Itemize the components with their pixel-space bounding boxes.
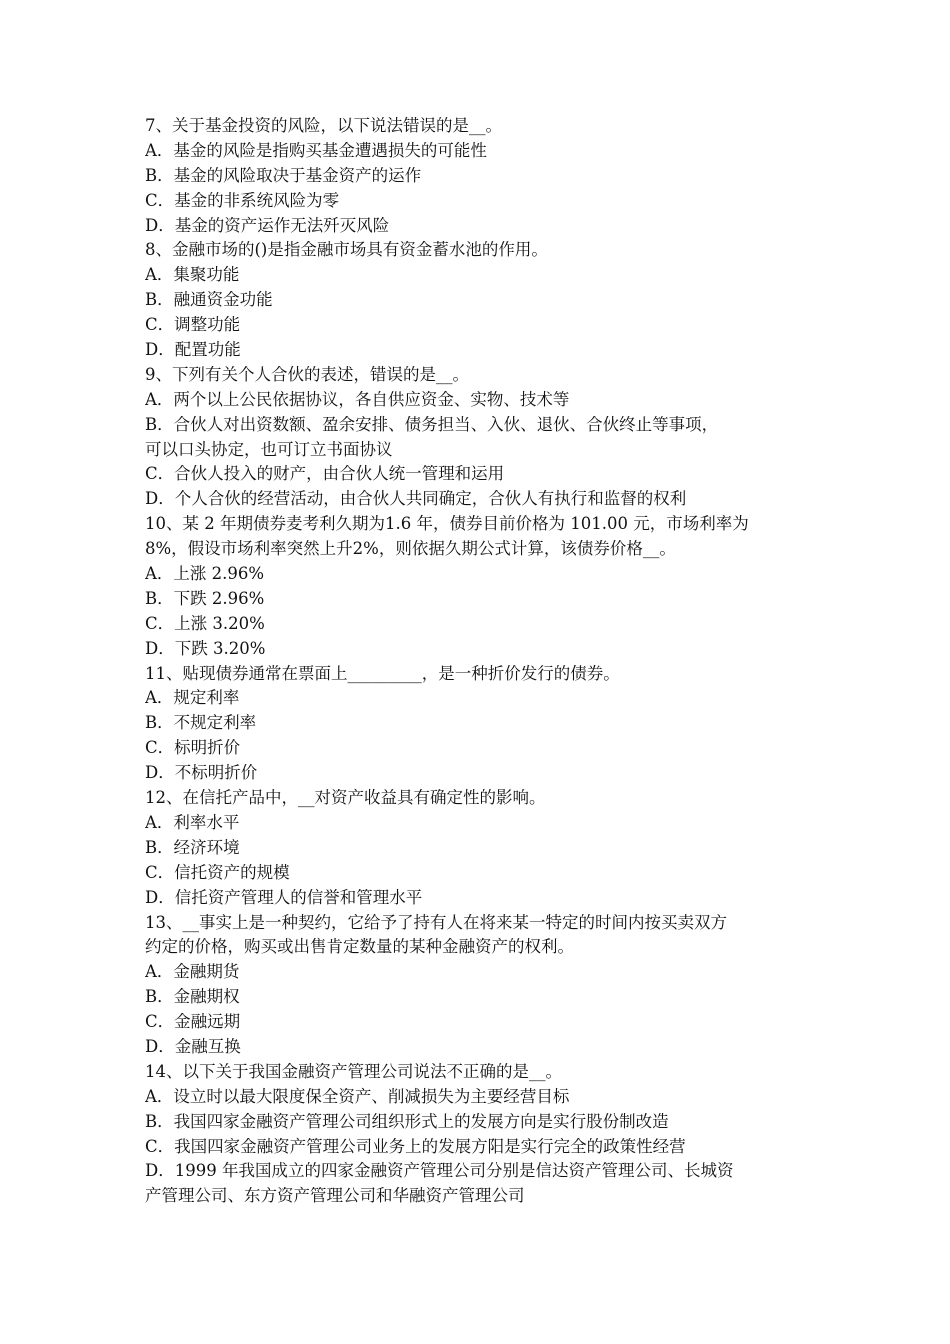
- text-line: B．下跌 2.96%: [145, 588, 265, 608]
- text-line: D．基金的资产运作无法歼灭风险: [145, 215, 390, 235]
- text-line: 11、贴现债券通常在票面上_________，是一种折价发行的债券。: [145, 663, 620, 683]
- text-line: B．基金的风险取决于基金资产的运作: [145, 165, 422, 185]
- text-line: A．两个以上公民依据协议，各自供应资金、实物、技术等: [145, 389, 570, 409]
- text-line: 13、__事实上是一种契约，它给予了持有人在将来某一特定的时间内按买卖双方: [145, 912, 727, 932]
- document-body: [145, 114, 815, 1209]
- text-line: A．基金的风险是指购买基金遭遇损失的可能性: [145, 140, 487, 160]
- text-line: C．基金的非系统风险为零: [145, 190, 340, 210]
- text-line: D．下跌 3.20%: [145, 638, 266, 658]
- text-line: 10、某 2 年期债券麦考利久期为1.6 年，债券目前价格为 101.00 元，市场利率为: [145, 514, 749, 534]
- text-line: C．调整功能: [145, 315, 241, 335]
- text-line: 7、关于基金投资的风险，以下说法错误的是__。: [145, 116, 502, 135]
- text-line: D．个人合伙的经营活动，由合伙人共同确定，合伙人有执行和监督的权利: [145, 489, 687, 509]
- text-line: B．合伙人对出资数额、盈余安排、债务担当、入伙、退伙、合伙终止等事项，: [145, 414, 719, 434]
- text-line: A．设立时以最大限度保全资产、削减损失为主要经营目标: [145, 1086, 570, 1106]
- text-line: A．集聚功能: [145, 265, 240, 285]
- text-line: A．金融期货: [145, 962, 240, 982]
- text-line: D．金融互换: [145, 1036, 241, 1056]
- text-line: C．上涨 3.20%: [145, 613, 265, 633]
- text-line: B．我国四家金融资产管理公司组织形式上的发展方向是实行股份制改造: [145, 1111, 669, 1131]
- text-line: C．金融远期: [145, 1012, 241, 1032]
- text-line: 9、下列有关个人合伙的表述，错误的是__。: [145, 364, 469, 384]
- text-line: 8、金融市场的()是指金融市场具有资金蓄水池的作用。: [145, 240, 548, 260]
- text-line: 8%，假设市场利率突然上升2%，则依据久期公式计算，该债券价格__。: [145, 539, 676, 559]
- text-line: B．经济环境: [145, 837, 240, 857]
- text-line: A．利率水平: [145, 812, 240, 832]
- text-line: 12、在信托产品中，__对资产收益具有确定性的影响。: [145, 788, 546, 808]
- text-line: C．合伙人投入的财产，由合伙人统一管理和运用: [145, 464, 505, 484]
- text-line: C．信托资产的规模: [145, 862, 290, 882]
- text-line: C．标明折价: [145, 738, 241, 758]
- text-line: B．融通资金功能: [145, 290, 273, 310]
- text-line: D．配置功能: [145, 340, 241, 360]
- text-line: B．金融期权: [145, 987, 240, 1007]
- text-line: 可以口头协定，也可订立书面协议: [145, 439, 393, 459]
- text-line: 产管理公司、东方资产管理公司和华融资产管理公司: [145, 1186, 525, 1206]
- text-line: A．规定利率: [145, 688, 240, 708]
- text-line: B．不规定利率: [145, 713, 257, 733]
- text-line: 约定的价格，购买或出售肯定数量的某种金融资产的权利。: [145, 937, 574, 957]
- text-line: D．信托资产管理人的信誉和管理水平: [145, 887, 423, 907]
- text-line: A．上涨 2.96%: [145, 564, 265, 584]
- text-line: C．我国四家金融资产管理公司业务上的发展方阳是实行完全的政策性经营: [145, 1136, 686, 1156]
- text-line: D．不标明折价: [145, 763, 258, 783]
- text-line: 14、以下关于我国金融资产管理公司说法不正确的是__。: [145, 1061, 562, 1081]
- text-line: D．1999 年我国成立的四家金融资产管理公司分别是信达资产管理公司、长城资: [145, 1161, 734, 1181]
